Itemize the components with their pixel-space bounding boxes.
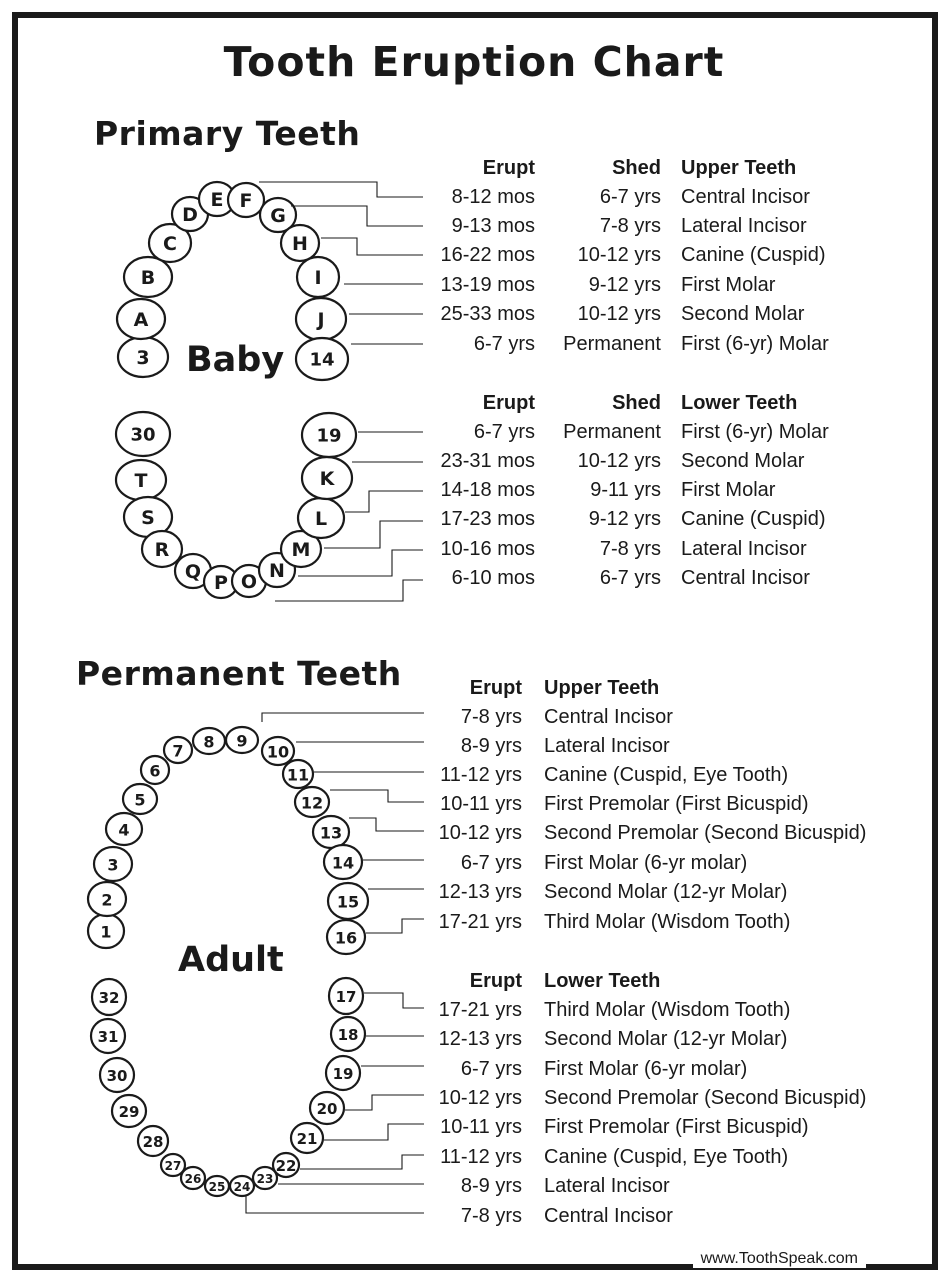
tooth-name: First (6-yr) Molar xyxy=(681,421,829,443)
tooth-name: Canine (Cuspid) xyxy=(681,508,826,530)
shed-value: 6-7 yrs xyxy=(599,567,661,589)
tooth-label: 16 xyxy=(334,928,358,948)
primary-lower-tooth-19 xyxy=(302,413,356,457)
shed-value: 10-12 yrs xyxy=(577,244,661,266)
tooth-name: Second Molar xyxy=(681,450,805,472)
permanent-upper-tooth-15 xyxy=(328,883,368,919)
erupt-value: 10-16 mos xyxy=(440,538,535,560)
tooth-label: 24 xyxy=(233,1180,251,1194)
primary-upper-tooth-J xyxy=(296,298,346,340)
tooth-label: 22 xyxy=(275,1157,297,1175)
tooth-label: R xyxy=(154,539,170,561)
permanent-upper-tooth-1 xyxy=(88,914,124,948)
leader-line xyxy=(321,238,423,255)
primary-teeth-heading: Primary Teeth xyxy=(94,114,361,153)
permanent-upper-teeth-header: Upper Teeth xyxy=(544,677,660,699)
erupt-value: 17-21 yrs xyxy=(438,911,522,933)
erupt-value: 17-23 mos xyxy=(440,508,535,530)
erupt-value: 6-7 yrs xyxy=(460,1058,522,1080)
tooth-name: Central Incisor xyxy=(681,186,810,208)
tooth-label: 19 xyxy=(316,425,342,447)
tooth-name: First Premolar (First Bicuspid) xyxy=(544,1116,809,1138)
tooth-name: First Premolar (First Bicuspid) xyxy=(544,793,809,815)
primary-upper-teeth-header: Upper Teeth xyxy=(681,157,797,179)
erupt-value: 12-13 yrs xyxy=(438,1028,522,1050)
tooth-label: 13 xyxy=(319,823,343,843)
tooth-label: J xyxy=(317,309,325,331)
tooth-label: 4 xyxy=(118,820,130,840)
tooth-label: 29 xyxy=(118,1103,140,1121)
permanent-upper-tooth-8 xyxy=(193,728,225,754)
permanent-upper-tooth-7 xyxy=(164,737,192,763)
erupt-value: 6-7 yrs xyxy=(473,333,535,355)
permanent-lower-tooth-17 xyxy=(329,978,363,1014)
tooth-name: First Molar xyxy=(681,479,776,501)
erupt-value: 8-12 mos xyxy=(451,186,535,208)
permanent-upper-tooth-10 xyxy=(262,737,294,765)
permanent-lower-tooth-19 xyxy=(326,1056,360,1090)
permanent-lower-tooth-20 xyxy=(310,1092,344,1124)
primary-upper-tooth-I xyxy=(297,257,339,297)
tooth-name: Second Premolar (Second Bicuspid) xyxy=(544,822,867,844)
erupt-value: 10-11 yrs xyxy=(440,1116,522,1138)
tooth-name: Lateral Incisor xyxy=(681,215,807,237)
tooth-label: 8 xyxy=(203,732,215,752)
erupt-value: 10-12 yrs xyxy=(438,1087,522,1109)
page-title: Tooth Eruption Chart xyxy=(223,38,725,86)
permanent-lower-teeth-header: Lower Teeth xyxy=(544,970,661,992)
tooth-label: 21 xyxy=(296,1130,318,1148)
erupt-value: 8-9 yrs xyxy=(460,735,522,757)
tooth-name: First (6-yr) Molar xyxy=(681,333,829,355)
tooth-label: 27 xyxy=(164,1159,182,1173)
tooth-label: K xyxy=(319,468,335,490)
tooth-label: N xyxy=(269,560,285,582)
erupt-value: 13-19 mos xyxy=(440,274,535,296)
tooth-label: S xyxy=(141,507,155,529)
primary-upper-tooth-14 xyxy=(296,338,348,380)
leader-line xyxy=(366,919,424,933)
tooth-name: Second Molar (12-yr Molar) xyxy=(544,1028,788,1050)
tooth-label: P xyxy=(214,572,228,594)
erupt-value: 10-12 yrs xyxy=(438,822,522,844)
erupt-value: 7-8 yrs xyxy=(460,706,522,728)
leader-line xyxy=(275,580,423,601)
tooth-label: 1 xyxy=(100,922,112,942)
tooth-label: 19 xyxy=(332,1065,354,1083)
primary-lower-tooth-30 xyxy=(116,412,170,456)
permanent-lower-tooth-21 xyxy=(291,1123,323,1153)
permanent-upper-tooth-16 xyxy=(327,920,365,954)
erupt-value: 16-22 mos xyxy=(440,244,535,266)
erupt-value: 14-18 mos xyxy=(440,479,535,501)
permanent-lower-tooth-30 xyxy=(100,1058,134,1092)
tooth-label: 23 xyxy=(256,1172,274,1186)
permanent-lower-tooth-32 xyxy=(92,979,126,1015)
primary-lower-tooth-K xyxy=(302,457,352,499)
tooth-name: Lateral Incisor xyxy=(681,538,807,560)
permanent-lower-tooth-29 xyxy=(112,1095,146,1127)
permanent-upper-tooth-5 xyxy=(123,784,157,814)
tooth-label: T xyxy=(134,470,148,492)
tooth-name: Third Molar (Wisdom Tooth) xyxy=(544,999,791,1021)
permanent-lower-tooth-26 xyxy=(181,1167,205,1189)
tooth-label: B xyxy=(140,267,156,289)
shed-value: 9-11 yrs xyxy=(590,479,661,501)
shed-value: 9-12 yrs xyxy=(588,274,661,296)
shed-value: 10-12 yrs xyxy=(577,303,661,325)
primary-upper-tooth-3 xyxy=(118,337,168,377)
primary-lower-erupt-header: Erupt xyxy=(482,392,535,414)
permanent-lower-tooth-18 xyxy=(331,1017,365,1051)
tooth-label: 30 xyxy=(106,1067,128,1085)
erupt-value: 6-7 yrs xyxy=(473,421,535,443)
tooth-label: 11 xyxy=(286,765,310,785)
tooth-label: 14 xyxy=(309,349,335,371)
tooth-label: A xyxy=(133,309,149,331)
permanent-lower-tooth-22 xyxy=(273,1153,299,1177)
tooth-name: Central Incisor xyxy=(544,1205,673,1227)
permanent-teeth-heading: Permanent Teeth xyxy=(76,654,402,693)
tooth-name: Central Incisor xyxy=(681,567,810,589)
leader-line xyxy=(349,818,424,831)
permanent-upper-erupt-header: Erupt xyxy=(469,677,522,699)
tooth-label: 20 xyxy=(316,1100,338,1118)
tooth-name: First Molar xyxy=(681,274,776,296)
permanent-lower-tooth-28 xyxy=(138,1126,168,1156)
tooth-name: Second Molar xyxy=(681,303,805,325)
permanent-lower-tooth-31 xyxy=(91,1019,125,1053)
tooth-label: 2 xyxy=(101,890,113,910)
leader-line xyxy=(259,182,423,197)
tooth-name: Central Incisor xyxy=(544,706,673,728)
primary-lower-tooth-L xyxy=(298,498,344,538)
primary-lower-shed-header: Shed xyxy=(612,392,661,414)
tooth-label: 17 xyxy=(335,988,357,1006)
erupt-value: 23-31 mos xyxy=(440,450,535,472)
tooth-name: Canine (Cuspid) xyxy=(681,244,826,266)
tooth-label: G xyxy=(270,205,286,227)
tooth-label: H xyxy=(292,233,308,255)
shed-value: 6-7 yrs xyxy=(599,186,661,208)
erupt-value: 8-9 yrs xyxy=(460,1175,522,1197)
leader-line xyxy=(262,713,424,722)
tooth-label: M xyxy=(291,539,311,561)
erupt-value: 17-21 yrs xyxy=(438,999,522,1021)
permanent-lower-tooth-25 xyxy=(205,1176,229,1196)
leader-line xyxy=(246,1196,424,1213)
primary-upper-tooth-H xyxy=(281,225,319,261)
permanent-upper-tooth-6 xyxy=(141,756,169,784)
permanent-lower-erupt-header: Erupt xyxy=(469,970,522,992)
shed-value: 9-12 yrs xyxy=(588,508,661,530)
primary-lower-tooth-T xyxy=(116,460,166,500)
shed-value: 10-12 yrs xyxy=(577,450,661,472)
permanent-upper-tooth-3 xyxy=(94,847,132,881)
primary-upper-shed-header: Shed xyxy=(612,157,661,179)
primary-upper-tooth-A xyxy=(117,299,165,339)
leader-line xyxy=(345,1095,424,1110)
erupt-value: 11-12 yrs xyxy=(440,764,522,786)
tooth-label: F xyxy=(239,190,253,212)
tooth-label: 7 xyxy=(172,741,184,761)
adult-label: Adult xyxy=(178,940,284,980)
tooth-name: Second Premolar (Second Bicuspid) xyxy=(544,1087,867,1109)
tooth-label: 3 xyxy=(136,347,150,369)
leader-line xyxy=(345,491,423,512)
erupt-value: 11-12 yrs xyxy=(440,1146,522,1168)
tooth-label: 28 xyxy=(142,1133,164,1151)
tooth-label: 32 xyxy=(98,989,120,1007)
permanent-upper-tooth-13 xyxy=(313,816,349,848)
footer-url: www.ToothSpeak.com xyxy=(693,1250,866,1268)
primary-lower-tooth-R xyxy=(142,531,182,567)
erupt-value: 10-11 yrs xyxy=(440,793,522,815)
tooth-label: 15 xyxy=(336,892,360,912)
permanent-upper-tooth-11 xyxy=(283,760,313,788)
tooth-label: C xyxy=(163,233,177,255)
tooth-label: E xyxy=(210,189,224,211)
tooth-name: Lateral Incisor xyxy=(544,735,670,757)
tooth-label: 12 xyxy=(300,793,324,813)
tooth-name: Third Molar (Wisdom Tooth) xyxy=(544,911,791,933)
leader-line xyxy=(330,790,424,802)
tooth-label: 6 xyxy=(149,761,161,781)
erupt-value: 25-33 mos xyxy=(440,303,535,325)
permanent-upper-tooth-2 xyxy=(88,882,126,916)
permanent-upper-tooth-12 xyxy=(295,787,329,817)
erupt-value: 6-7 yrs xyxy=(460,852,522,874)
tooth-label: O xyxy=(240,571,258,593)
tooth-label: 3 xyxy=(107,855,119,875)
tooth-label: 18 xyxy=(337,1026,359,1044)
shed-value: 7-8 yrs xyxy=(599,215,661,237)
permanent-lower-tooth-24 xyxy=(230,1176,254,1196)
tooth-name: Second Molar (12-yr Molar) xyxy=(544,881,788,903)
tooth-label: 14 xyxy=(331,853,355,873)
tooth-label: L xyxy=(314,508,328,530)
erupt-value: 7-8 yrs xyxy=(460,1205,522,1227)
tooth-label: I xyxy=(314,267,322,289)
primary-upper-tooth-B xyxy=(124,257,172,297)
tooth-name: Lateral Incisor xyxy=(544,1175,670,1197)
permanent-upper-tooth-4 xyxy=(106,813,142,845)
tooth-label: Q xyxy=(184,561,202,583)
shed-value: 7-8 yrs xyxy=(599,538,661,560)
tooth-label: 25 xyxy=(208,1180,226,1194)
tooth-name: First Molar (6-yr molar) xyxy=(544,852,748,874)
erupt-value: 12-13 yrs xyxy=(438,881,522,903)
tooth-label: 26 xyxy=(184,1172,202,1186)
leader-line xyxy=(324,1124,424,1140)
tooth-label: D xyxy=(182,204,198,226)
erupt-value: 6-10 mos xyxy=(451,567,535,589)
permanent-upper-tooth-9 xyxy=(226,727,258,753)
shed-value: Permanent xyxy=(563,421,661,443)
tooth-label: 5 xyxy=(134,790,146,810)
tooth-name: Canine (Cuspid, Eye Tooth) xyxy=(544,1146,789,1168)
tooth-label: 30 xyxy=(130,424,156,446)
tooth-name: Canine (Cuspid, Eye Tooth) xyxy=(544,764,789,786)
shed-value: Permanent xyxy=(563,333,661,355)
baby-label: Baby xyxy=(186,340,285,380)
leader-line xyxy=(300,1155,424,1169)
tooth-label: 10 xyxy=(266,742,290,762)
tooth-label: 31 xyxy=(97,1028,119,1046)
leader-line xyxy=(364,993,424,1008)
tooth-name: First Molar (6-yr molar) xyxy=(544,1058,748,1080)
primary-lower-teeth-header: Lower Teeth xyxy=(681,392,798,414)
erupt-value: 9-13 mos xyxy=(451,215,535,237)
leader-line xyxy=(291,206,423,226)
permanent-upper-tooth-14 xyxy=(324,845,362,879)
primary-upper-erupt-header: Erupt xyxy=(482,157,535,179)
primary-upper-tooth-F xyxy=(228,183,264,217)
tooth-label: 9 xyxy=(236,731,248,751)
